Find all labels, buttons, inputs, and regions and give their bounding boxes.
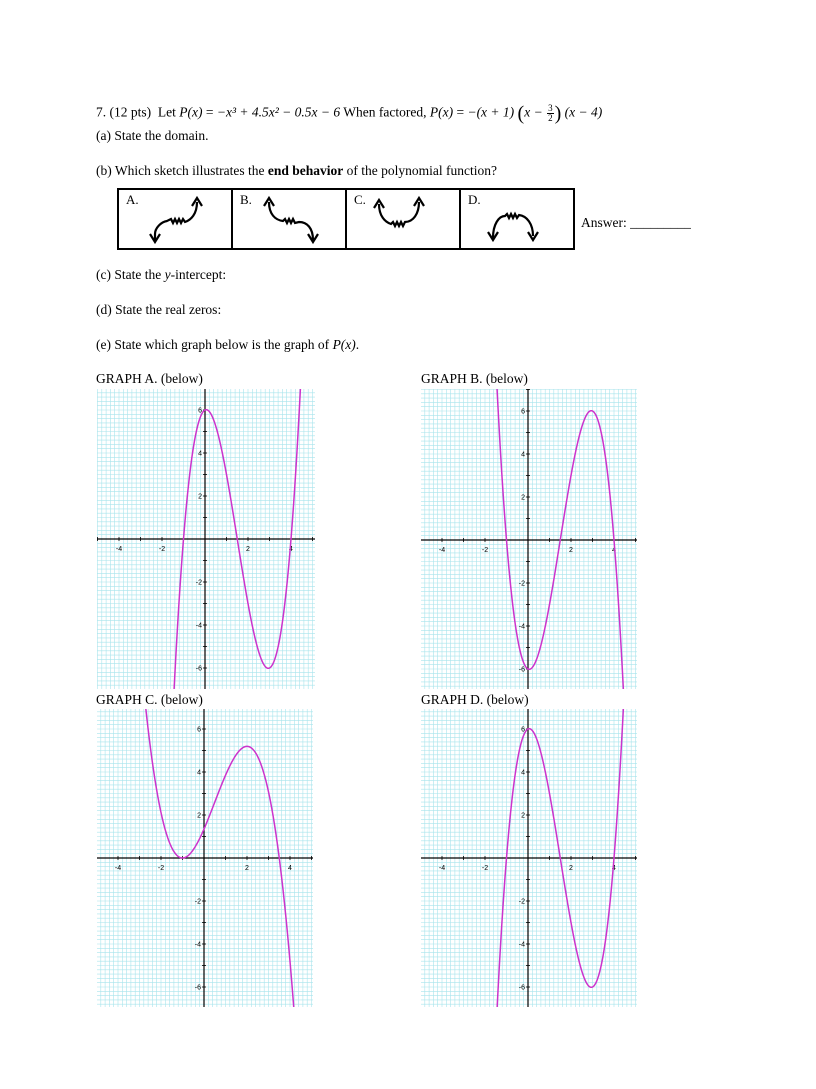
sketch-d-icon xyxy=(461,190,559,250)
part-a: (a) State the domain. xyxy=(96,128,209,143)
function-name: P(x) xyxy=(179,104,203,120)
y-tick-label: 2 xyxy=(521,812,525,820)
question-header: 7. (12 pts) Let P(x) = −x³ + 4.5x² − 0.5x − 6 When factored, P(x) = −(x + 1) (x − $\frac{3}{2}$ ) (x − 4) xyxy=(96,102,603,125)
x-tick-label: 4 xyxy=(289,546,293,553)
y-tick-label: -6 xyxy=(518,984,525,992)
x-tick-label: -4 xyxy=(115,546,123,553)
graph-b-plot xyxy=(421,389,637,689)
y-tick-label: 2 xyxy=(198,493,202,501)
y-tick-label: 4 xyxy=(197,769,201,777)
question-number: 7. xyxy=(96,104,107,120)
sketch-b-icon xyxy=(233,190,351,250)
factor-1: −(x + 1) xyxy=(467,104,515,120)
y-tick-label: -2 xyxy=(518,898,525,906)
answer-blank: _________ xyxy=(630,215,691,230)
option-d-label: D. xyxy=(468,192,481,207)
when-factored-text: When factored, xyxy=(343,104,427,120)
polynomial-curve xyxy=(497,389,624,689)
graph-a-plot xyxy=(97,389,315,689)
graph-c-title: GRAPH C. (below) xyxy=(96,692,203,707)
part-c: (c) State the y-intercept: xyxy=(96,267,227,282)
graph-d-plot xyxy=(421,709,637,1007)
y-tick-label: -6 xyxy=(195,665,202,673)
y-tick-label: 4 xyxy=(521,769,525,777)
end-behavior-bold: end behavior xyxy=(267,163,344,178)
option-c[interactable] xyxy=(346,189,460,249)
x-tick-label: -2 xyxy=(158,546,166,553)
x-tick-label: 4 xyxy=(612,547,616,554)
graph-b-title: GRAPH B. (below) xyxy=(421,371,528,386)
grid xyxy=(421,389,637,689)
y-tick-label: 2 xyxy=(197,812,201,820)
part-b: (b) Which sketch illustrates the end behavior of the polynomial function? xyxy=(96,163,497,178)
fraction-three-halves: $\frac{3}{2}$ xyxy=(548,103,553,123)
factor-2: x − xyxy=(524,104,543,120)
answer-label: Answer: xyxy=(581,215,627,230)
x-tick-label: -4 xyxy=(114,865,122,872)
y-tick-label: 2 xyxy=(521,494,525,502)
x-tick-label: -4 xyxy=(438,547,446,554)
y-tick-label: -2 xyxy=(195,579,202,587)
x-tick-label: 2 xyxy=(569,865,573,872)
x-tick-label: -2 xyxy=(157,865,165,872)
y-tick-label: 6 xyxy=(521,726,525,734)
y-tick-label: -2 xyxy=(518,580,525,588)
end-behavior-table xyxy=(117,188,575,250)
graph-b xyxy=(421,389,637,689)
graph-d xyxy=(421,709,637,1007)
graph-a xyxy=(97,389,315,689)
y-tick-label: -4 xyxy=(195,622,202,630)
equals-sign: = xyxy=(205,104,214,120)
graph-c xyxy=(97,709,313,1007)
y-tick-label: 6 xyxy=(521,408,525,416)
x-tick-label: 2 xyxy=(245,865,249,872)
x-tick-label: -2 xyxy=(481,865,489,872)
y-tick-label: -4 xyxy=(518,623,525,631)
part-e: (e) State which graph below is the graph of P(x). xyxy=(96,337,360,352)
option-a[interactable] xyxy=(118,189,232,249)
question-points: (12 pts) xyxy=(109,104,152,120)
x-tick-label: 2 xyxy=(569,547,573,554)
graph-d-title: GRAPH D. (below) xyxy=(421,692,529,707)
x-tick-label: 4 xyxy=(612,865,616,872)
y-tick-label: 4 xyxy=(198,450,202,458)
option-d[interactable] xyxy=(460,189,574,249)
equals-sign-2: = xyxy=(456,104,465,120)
sketch-c-icon xyxy=(347,190,465,250)
y-tick-label: -4 xyxy=(194,941,201,949)
x-tick-label: 4 xyxy=(288,865,292,872)
y-tick-label: 4 xyxy=(521,451,525,459)
polynomial-expanded: −x³ + 4.5x² − 0.5x − 6 xyxy=(216,104,341,120)
sketch-a-icon xyxy=(119,190,233,250)
x-tick-label: 2 xyxy=(246,546,250,553)
option-c-label: C. xyxy=(354,192,366,207)
x-tick-label: -4 xyxy=(438,865,446,872)
graph-c-plot xyxy=(97,709,313,1007)
y-tick-label: -2 xyxy=(194,898,201,906)
option-b[interactable] xyxy=(232,189,346,249)
answer-field[interactable] xyxy=(581,215,691,231)
graph-a-title: GRAPH A. (below) xyxy=(96,371,203,386)
option-a-label: A. xyxy=(126,192,139,207)
factor-3: (x − 4) xyxy=(564,104,603,120)
y-tick-label: 6 xyxy=(197,726,201,734)
function-name-2: P(x) xyxy=(429,104,454,120)
y-tick-label: -6 xyxy=(518,666,525,674)
y-tick-label: 6 xyxy=(198,407,202,415)
let-text: Let xyxy=(157,104,176,120)
x-tick-label: -2 xyxy=(481,547,489,554)
part-d: (d) State the real zeros: xyxy=(96,302,222,317)
y-tick-label: -4 xyxy=(518,941,525,949)
option-b-label: B. xyxy=(240,192,252,207)
y-tick-label: -6 xyxy=(194,984,201,992)
